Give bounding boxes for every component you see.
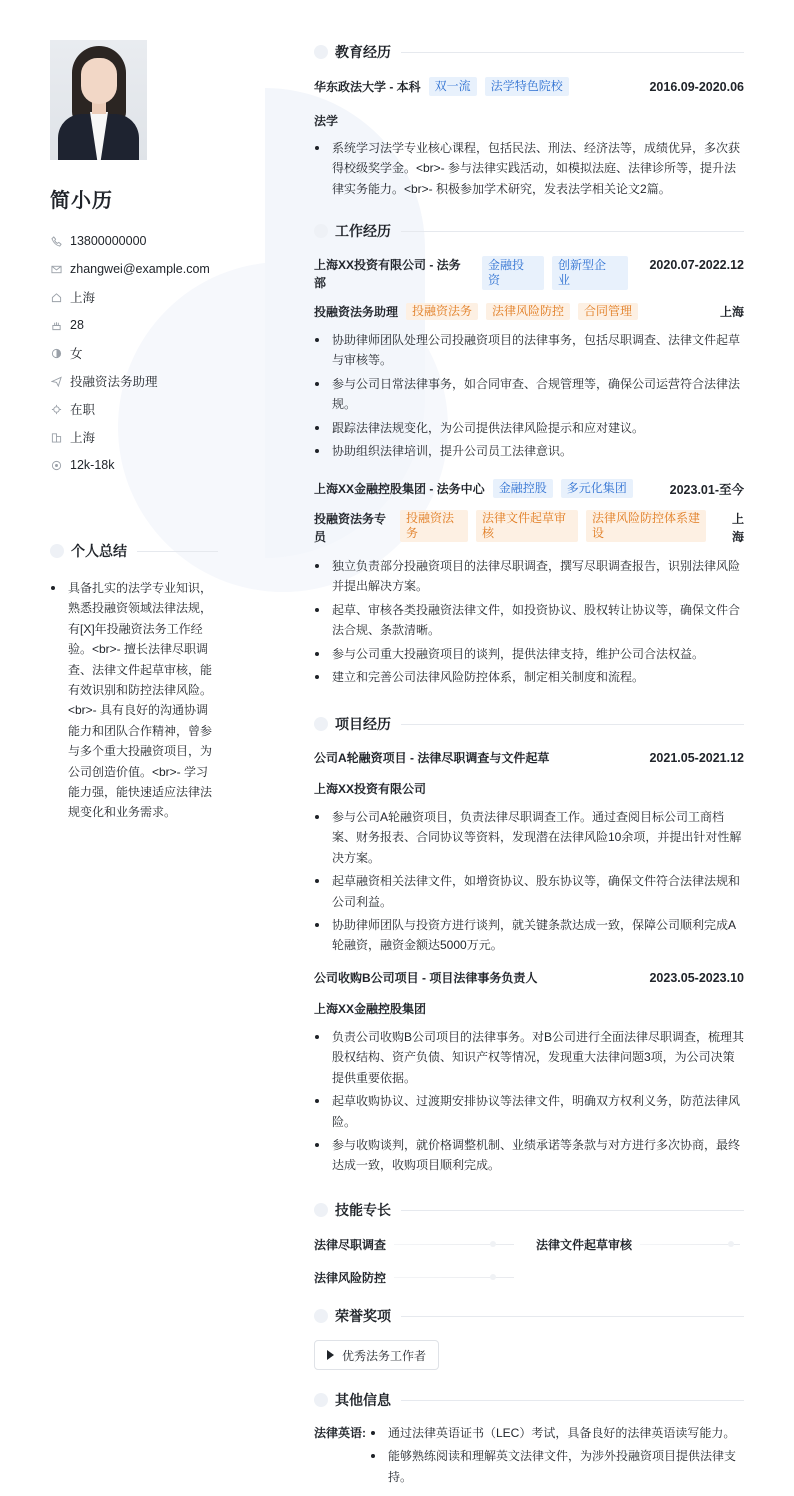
status-icon — [50, 403, 62, 415]
age-icon — [50, 319, 62, 331]
home-icon — [50, 291, 62, 303]
info-phone: 13800000000 — [50, 227, 220, 255]
company-name: 上海XX金融控股集团 - 法务中心 — [314, 482, 485, 496]
project-item — [314, 749, 744, 959]
work-bullet: 跟踪法律法规变化，为公司提供法律风险提示和应对建议。 — [314, 418, 744, 438]
education-date: 2016.09-2020.06 — [649, 79, 744, 94]
project-bullet: 协助律师团队与投资方进行谈判，就关键条款达成一致，保障公司顺利完成A轮融资，融资金额达5000万元。 — [314, 915, 744, 956]
section-dot-icon — [314, 1203, 328, 1217]
education-section — [314, 77, 744, 202]
project-bullet: 负责公司收购B公司项目的法律事务。对B公司进行全面法律尽职调查，梳理其股权结构、资产负债、知识产权等情况，发现重大法律问题3项，为公司决策提供重要依据。 — [314, 1027, 744, 1088]
awards-header: 荣誉奖项 — [314, 1306, 744, 1326]
info-target-job: 投融资法务助理 — [50, 367, 220, 395]
skill-tag: 法律文件起草审 核 — [476, 510, 578, 542]
work-item — [314, 479, 744, 690]
work-bullet: 起草、审核各类投融资法律文件，如投资协议、股权转让协议等，确保文件合法合规、条款清晰。 — [314, 600, 744, 641]
skill-tag: 投融资法务 — [406, 303, 478, 320]
education-desc: 系统学习法学专业核心课程，包括民法、刑法、经济法等，成绩优异，多次获得校级奖学金。<br>- 参与法律实践活动，如模拟法庭、法律诊所等，提升法律实务能力。<br>- 积极参加学术研究，发表法学相关论文2篇。 — [314, 138, 744, 199]
project-date: 2021.05-2021.12 — [649, 750, 744, 765]
school-tag: 法学特色院校 — [485, 77, 569, 96]
section-dot-icon — [50, 544, 64, 558]
summary-item: 具备扎实的法学专业知识，熟悉投融资领域法律法规，有[X]年投融资法务工作经验。<br>- 擅长法律尽职调查、法律文件起草审核，能有效识别和防控法律风险。<br>- 具有良好的沟通协调能力和团队合作精神，曾参与多个重大投融资项目，为公司创造价值。<br>- 学习能力强，能快速适应法律法规变化和业务需求。 — [50, 578, 212, 823]
project-org: 上海XX金融控股集团 — [314, 1002, 427, 1016]
skill-item: 法律尽职调查 — [314, 1236, 536, 1253]
sidebar — [50, 40, 220, 479]
info-status: 在职 — [50, 395, 220, 423]
other-label: 法律英语: — [314, 1426, 366, 1440]
skill-item: 法律风险防控 — [314, 1269, 536, 1286]
phone-icon — [50, 235, 62, 247]
project-bullet: 起草融资相关法律文件，如增资协议、股东协议等，确保文件符合法律法规和公司利益。 — [314, 871, 744, 912]
section-dot-icon — [314, 224, 328, 238]
company-tag: 金融投 资 — [482, 256, 544, 290]
info-gender: 女 — [50, 339, 220, 367]
work-header: 工作经历 — [314, 221, 744, 241]
gender-icon — [50, 347, 62, 359]
skill-level-bar — [394, 1244, 514, 1245]
mail-icon — [50, 263, 62, 275]
salary-icon — [50, 459, 62, 471]
work-bullet: 建立和完善公司法律风险防控体系，制定相关制度和流程。 — [314, 667, 744, 687]
skill-tag: 合同管理 — [578, 303, 638, 320]
awards-list — [314, 1340, 744, 1370]
skill-level-bar — [394, 1277, 514, 1278]
job-icon — [50, 375, 62, 387]
info-salary: 12k-18k — [50, 451, 220, 479]
work-bullet: 参与公司重大投融资项目的谈判，提供法律支持，维护公司合法权益。 — [314, 644, 744, 664]
project-bullet: 参与收购谈判，就价格调整机制、业绩承诺等条款与对方进行多次协商，最终达成一致，收购项目顺利完成。 — [314, 1135, 744, 1176]
job-city: 上海 — [719, 305, 744, 319]
skills-list — [314, 1236, 744, 1286]
section-dot-icon — [314, 717, 328, 731]
skill-level-bar — [640, 1244, 740, 1245]
company-name: 上海XX投资有限公司 - 法务 部 — [314, 258, 461, 290]
info-location: 上海 — [50, 283, 220, 311]
skill-item: 法律文件起草审核 — [536, 1236, 744, 1253]
project-name: 公司收购B公司项目 - 项目法律事务负责人 — [314, 971, 538, 985]
expand-triangle-icon — [327, 1350, 334, 1360]
school-tag: 双一流 — [429, 77, 477, 96]
work-bullet: 独立负责部分投融资项目的法律尽职调查，撰写尽职调查报告，识别法律风险并提出解决方案。 — [314, 556, 744, 597]
other-info — [314, 1423, 744, 1490]
skill-tag: 法律风险防控 — [486, 303, 570, 320]
other-bullet: 通过法律英语证书（LEC）考试，具备良好的法律英语读写能力。 — [370, 1423, 742, 1443]
work-item — [314, 256, 744, 464]
summary-header — [50, 541, 218, 561]
skill-tag: 投融资法 务 — [400, 510, 468, 542]
job-role: 投融资法务助理 — [314, 305, 399, 319]
work-bullet: 参与公司日常法律事务，如合同审查、合规管理等，确保公司运营符合法律法规。 — [314, 374, 744, 415]
info-age: 28 — [50, 311, 220, 339]
skill-tag: 法律风险防控体系建 设 — [586, 510, 706, 542]
projects-header: 项目经历 — [314, 714, 744, 734]
project-name: 公司A轮融资项目 - 法律尽职调查与文件起草 — [314, 751, 550, 765]
contact-info — [50, 227, 220, 479]
other-bullet: 能够熟练阅读和理解英文法律文件，为涉外投融资项目提供法律支持。 — [370, 1446, 742, 1487]
company-tag: 多元化集团 — [561, 479, 633, 498]
info-email: zhangwei@example.com — [50, 255, 220, 283]
school-name: 华东政法大学 - 本科 — [314, 80, 421, 94]
job-role: 投融资法务专 员 — [314, 512, 387, 544]
city-icon — [50, 431, 62, 443]
major: 法学 — [314, 114, 339, 128]
project-bullet: 参与公司A轮融资项目，负责法律尽职调查工作。通过查阅目标公司工商档案、财务报表、合同协议等资料，发现潜在法律风险10余项，并提出针对性解决方案。 — [314, 807, 744, 868]
company-tag: 金融控股 — [493, 479, 553, 498]
work-bullet: 协助组织法律培训，提升公司员工法律意识。 — [314, 441, 744, 461]
project-item — [314, 969, 744, 1179]
summary-text — [50, 578, 212, 826]
summary-title: 个人总结 — [71, 543, 127, 559]
skills-header: 技能专长 — [314, 1200, 744, 1220]
company-tag: 创新型企 业 — [552, 256, 628, 290]
work-bullet: 协助律师团队处理公司投融资项目的法律事务，包括尽职调查、法律文件起草与审核等。 — [314, 330, 744, 371]
work-date: 2020.07-2022.12 — [649, 258, 744, 272]
work-date: 2023.01-至今 — [669, 482, 744, 497]
award-item[interactable]: 优秀法务工作者 — [314, 1340, 439, 1370]
education-header: 教育经历 — [314, 42, 744, 62]
section-dot-icon — [314, 45, 328, 59]
project-date: 2023.05-2023.10 — [649, 970, 744, 985]
section-dot-icon — [314, 1393, 328, 1407]
candidate-name: 简小历 — [50, 190, 113, 212]
job-city: 上 海 — [731, 512, 744, 544]
info-target-city: 上海 — [50, 423, 220, 451]
avatar — [50, 40, 147, 160]
project-org: 上海XX投资有限公司 — [314, 782, 427, 796]
other-header: 其他信息 — [314, 1390, 744, 1410]
section-dot-icon — [314, 1309, 328, 1323]
project-bullet: 起草收购协议、过渡期安排协议等法律文件，明确双方权利义务，防范法律风险。 — [314, 1091, 744, 1132]
